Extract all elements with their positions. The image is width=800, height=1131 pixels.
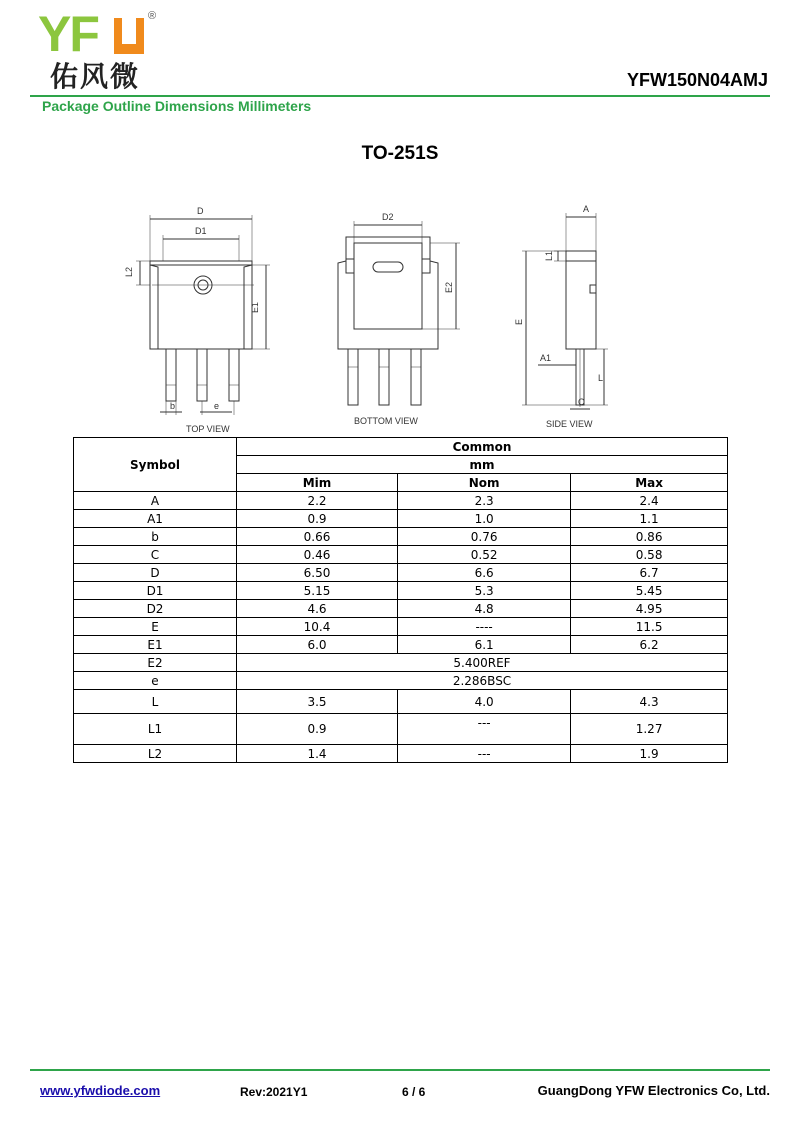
row-span-value: 5.400REF <box>237 654 728 672</box>
table-row <box>74 618 728 636</box>
row-min: 3.5 <box>237 690 398 714</box>
row-min: 5.15 <box>237 582 398 600</box>
table-row <box>74 745 728 763</box>
row-min: 6.0 <box>237 636 398 654</box>
bottom-view-drawing <box>338 221 460 405</box>
section-subtitle: Package Outline Dimensions Millimeters <box>42 98 312 114</box>
row-nom: 4.8 <box>398 600 571 618</box>
row-nom <box>398 714 571 745</box>
dim-label-e1: E1 <box>250 301 260 313</box>
col-nom-header: Nom <box>398 474 571 492</box>
symbol-header: Symbol <box>74 438 237 492</box>
company-logo <box>38 8 168 96</box>
table-row <box>74 714 728 745</box>
row-max: 4.95 <box>571 600 728 618</box>
logo-mark <box>114 18 144 54</box>
row-max: 6.7 <box>571 564 728 582</box>
row-min: 0.9 <box>237 510 398 528</box>
row-nom: 5.3 <box>398 582 571 600</box>
row-symbol: A <box>74 492 237 510</box>
dim-label-d2: D2 <box>382 212 394 222</box>
row-max: 0.58 <box>571 546 728 564</box>
row-symbol: b <box>74 528 237 546</box>
row-nom: 2.3 <box>398 492 571 510</box>
dim-label-e-side: E <box>514 318 524 325</box>
row-max: 11.5 <box>571 618 728 636</box>
logo-text: YF <box>38 6 98 62</box>
row-max: 1.1 <box>571 510 728 528</box>
row-max: 1.27 <box>571 714 728 745</box>
row-symbol: E1 <box>74 636 237 654</box>
row-span-value: 2.286BSC <box>237 672 728 690</box>
dim-label-c: C <box>578 397 585 407</box>
row-nom: 6.6 <box>398 564 571 582</box>
row-symbol: A1 <box>74 510 237 528</box>
table-row <box>74 636 728 654</box>
part-number: YFW150N04AMJ <box>626 70 768 90</box>
row-symbol: L1 <box>74 714 237 745</box>
table-row <box>74 654 728 672</box>
company-name: GuangDong YFW Electronics Co, Ltd. <box>537 1083 770 1098</box>
row-nom: --- <box>398 745 571 763</box>
registered-icon: ® <box>148 10 157 22</box>
header-rule <box>30 95 770 97</box>
table-row <box>74 582 728 600</box>
row-min: 0.66 <box>237 528 398 546</box>
row-nom: 0.76 <box>398 528 571 546</box>
row-min: 4.6 <box>237 600 398 618</box>
dim-label-d: D <box>197 206 204 216</box>
row-max: 2.4 <box>571 492 728 510</box>
row-min: 0.9 <box>237 714 398 745</box>
dim-label-l2: L2 <box>124 266 134 277</box>
row-max: 5.45 <box>571 582 728 600</box>
row-min: 6.50 <box>237 564 398 582</box>
dim-label-a1: A1 <box>540 353 552 363</box>
dim-label-e2: E2 <box>444 281 454 293</box>
row-symbol: E2 <box>74 654 237 672</box>
logo-chinese-name: 佑风微 <box>50 60 141 93</box>
bottom-view-label: BOTTOM VIEW <box>354 416 418 426</box>
side-view-drawing <box>522 213 608 409</box>
table-row <box>74 510 728 528</box>
row-symbol: D1 <box>74 582 237 600</box>
table-row <box>74 528 728 546</box>
row-symbol: e <box>74 672 237 690</box>
top-view-label: TOP VIEW <box>186 424 230 434</box>
footer-rule <box>30 1069 770 1071</box>
table-row <box>74 492 728 510</box>
side-view-label: SIDE VIEW <box>546 419 593 429</box>
row-min: 1.4 <box>237 745 398 763</box>
dim-label-e: e <box>214 401 220 411</box>
revision: Rev:2021Y1 <box>240 1085 308 1099</box>
top-view-drawing <box>136 215 270 415</box>
group-header: Common <box>237 438 728 456</box>
row-nom: 1.0 <box>398 510 571 528</box>
table-row <box>74 600 728 618</box>
dim-label-b: b <box>170 401 176 411</box>
row-nom: 6.1 <box>398 636 571 654</box>
table-row <box>74 672 728 690</box>
row-max: 4.3 <box>571 690 728 714</box>
package-outline-drawing <box>0 195 800 440</box>
col-min-header: Mim <box>237 474 398 492</box>
row-min: 0.46 <box>237 546 398 564</box>
package-title: TO-251S <box>361 143 439 164</box>
table-row <box>74 564 728 582</box>
row-symbol: D <box>74 564 237 582</box>
row-max: 1.9 <box>571 745 728 763</box>
row-symbol: D2 <box>74 600 237 618</box>
row-symbol: L2 <box>74 745 237 763</box>
dim-label-a: A <box>583 204 590 214</box>
row-nom: 4.0 <box>398 690 571 714</box>
table-row <box>74 546 728 564</box>
dim-label-d1: D1 <box>195 226 207 236</box>
dimensions-table <box>73 437 728 763</box>
row-nom: 0.52 <box>398 546 571 564</box>
table-row <box>74 690 728 714</box>
row-min: 10.4 <box>237 618 398 636</box>
page-number: 6 / 6 <box>402 1085 426 1099</box>
row-nom: ---- <box>398 618 571 636</box>
row-nom-value: --- <box>477 716 491 730</box>
col-max-header: Max <box>571 474 728 492</box>
row-symbol: C <box>74 546 237 564</box>
row-max: 0.86 <box>571 528 728 546</box>
dim-label-l1: L1 <box>544 250 554 261</box>
row-symbol: E <box>74 618 237 636</box>
website-link[interactable]: www.yfwdiode.com <box>40 1083 161 1098</box>
unit-header: mm <box>237 456 728 474</box>
dim-label-l: L <box>598 373 604 383</box>
row-max: 6.2 <box>571 636 728 654</box>
row-symbol: L <box>74 690 237 714</box>
row-min: 2.2 <box>237 492 398 510</box>
